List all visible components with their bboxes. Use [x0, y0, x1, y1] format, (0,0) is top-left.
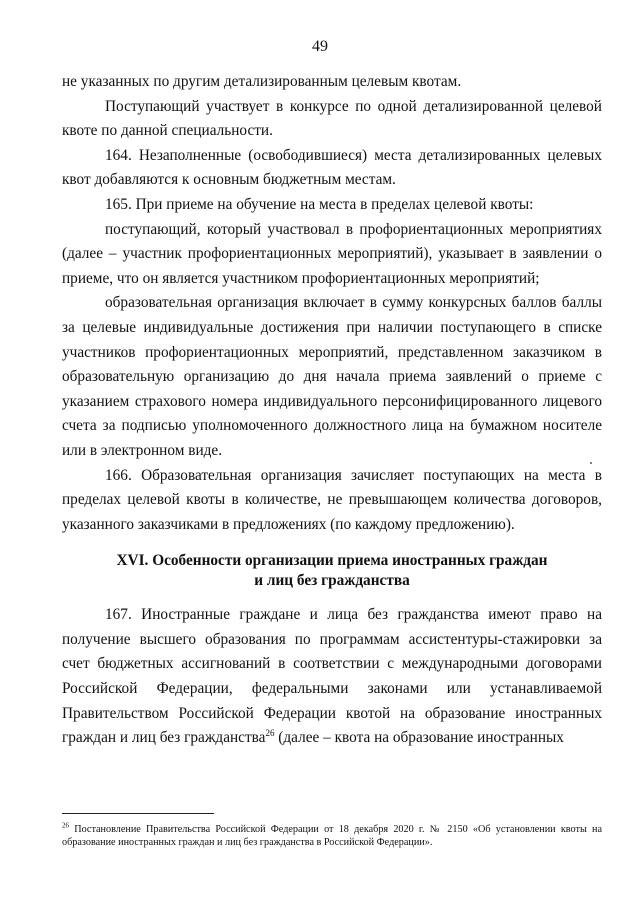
- paragraph-167-text: 167. Иностранные граждане и лица без гражданства имеют право на получение высшего образования по программам ассистентуры-стажировки за счет бюджетных ассигнований в соответствии с международными договорами Российской Федерации, федеральными законами или устанавливаемой Правительством Российской Федерации квотой на образование иностранных граждан и лиц без гражданства: [62, 606, 602, 747]
- footnote-number: 26: [62, 821, 69, 830]
- paragraph-165: 165. При приеме на обучение на места в пределах целевой квоты:: [105, 195, 534, 213]
- footnote-text: Постановление Правительства Российской Федерации от 18 декабря 2020 г. № 2150 «Об установлении квоты на образование иностранных граждан и лиц без гражданства в Российской Федерации».: [62, 824, 602, 848]
- paragraph-166: 166. Образовательная организация зачисляет поступающих на места в пределах целевой квоты в количестве, не превышающем количества договоров, указанного заказчиками в предложениях (по каждому предложению).: [62, 466, 602, 533]
- paragraph-continuation: не указанных по другим детализированным целевым квотам.: [62, 73, 462, 90]
- paragraph-applicant-quota: Поступающий участвует в конкурсе по одной детализированной целевой квоте по данной специальности.: [62, 97, 602, 140]
- paragraph-167-tail: (далее – квота на образование иностранных: [274, 729, 564, 747]
- section-heading-line-1: XVI. Особенности организации приема иностранных граждан: [116, 552, 548, 570]
- footnote-separator: [62, 813, 214, 814]
- section-heading-line-2: и лиц без гражданства: [254, 572, 410, 590]
- scan-speck: [590, 462, 592, 464]
- paragraph-165-organization: образовательная организация включает в сумму конкурсных баллов баллы за целевые индивидуальные достижения при наличии поступающего в списке участников профориентационных мероприятий, представленном заказчиком в образовательную организацию до дня начала приема заявлений о приеме с указанием страхового номера индивидуального персонифицированного лицевого счета за подписью уполномоченного должностного лица на бумажном носителе или в электронном виде.: [62, 294, 602, 459]
- section-heading: [62, 551, 602, 591]
- document-body: [62, 70, 602, 751]
- footnote-reference[interactable]: 26: [265, 728, 275, 739]
- paragraph-167: [62, 603, 602, 751]
- page-number: 49: [312, 38, 328, 55]
- paragraph-164: 164. Незаполненные (освободившиеся) места детализированных целевых квот добавляются к основным бюджетным местам.: [62, 146, 602, 189]
- footnote: [62, 823, 602, 849]
- paragraph-165-applicant: поступающий, который участвовал в профориентационных мероприятиях (далее – участник профориентационных мероприятий), указывает в заявлении о приеме, что он является участником профориентационных мероприятий;: [62, 220, 602, 287]
